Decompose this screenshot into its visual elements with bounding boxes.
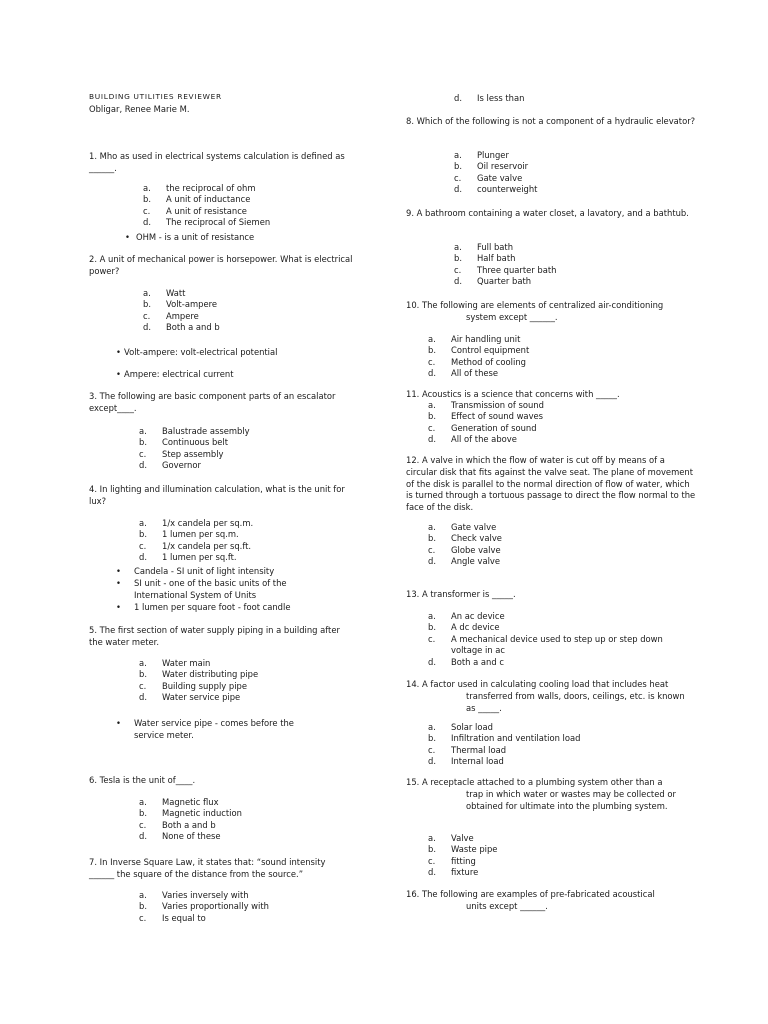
choice-item [139,460,349,471]
answer-note [116,578,326,602]
choice-item [139,669,349,680]
choice-list [428,400,668,445]
choice-text: Governor [162,459,201,470]
choice-text: Method of cooling [451,356,526,367]
choice-text: A mechanical device used to step up or step down voltage in ac [451,633,663,656]
choice-letter: d. [139,459,147,470]
choice-text: A dc device [451,622,500,633]
question-text [89,254,353,278]
question-text [89,625,353,649]
answer-note [116,369,346,381]
question-text [406,777,696,812]
choice-item [428,722,668,733]
choice-item [428,357,668,368]
choice-item [139,692,349,703]
choice-item [139,541,349,552]
question-line: 12. A valve in which the flow of water is cut off by means of a circular disk that fits against the valve seat. The plane of movement of the disk is parallel to the normal direction of flow of water, which is turned through a tortuous passage to direct the flow normal to the face of the disk. [406,455,696,513]
choice-letter: b. [139,901,147,912]
bullet-icon: • [116,602,121,612]
question-line: 10. The following are elements of centralized air-conditioning [406,300,664,310]
choice-item [428,622,668,633]
question-text [406,300,696,324]
choice-list [454,150,694,195]
choice-item [428,423,668,434]
choice-letter: c. [428,744,436,755]
question-line: 8. Which of the following is not a component of a hydraulic elevator? [406,116,696,126]
choice-text: Water distributing pipe [162,669,259,680]
choice-item [428,400,668,411]
choice-item [428,657,668,668]
choice-item [428,634,668,658]
note-text: Water service pipe - comes before the service meter. [134,718,294,740]
choice-text: All of these [451,367,499,378]
choice-text: Both a and b [166,321,220,332]
note-text: Ampere: electrical current [124,369,234,379]
choice-letter: c. [454,264,462,275]
choice-letter: d. [428,367,436,378]
choice-text: Continuous belt [162,437,229,448]
choice-text: the reciprocal of ohm [166,183,256,193]
choice-letter: b. [428,533,436,544]
question-text [89,391,353,415]
choice-item [143,322,353,333]
choice-list [139,658,349,703]
choice-item [139,831,349,842]
question-line: 14. A factor used in calculating cooling load that includes heat [406,679,669,689]
choice-text: Half bath [477,253,516,264]
choice-item [428,733,668,744]
question-text [89,151,353,175]
choice-letter: d. [139,830,147,841]
choice-text: Both a and c [451,657,504,668]
choice-letter: d. [454,183,462,194]
choice-letter: a. [428,833,436,843]
answer-note [116,602,346,614]
question-continuation: system except ______. [466,311,558,322]
choice-list [143,183,353,228]
question-line: 3. The following are basic component parts of an escalator except____. [89,391,336,413]
choice-text: None of these [162,830,221,841]
question-text [406,389,696,401]
choice-text: Gate valve [451,522,497,532]
choice-text: fitting [451,855,476,866]
choice-letter: b. [428,622,436,633]
choice-text: Ampere [166,310,199,321]
choice-letter: c. [139,540,147,551]
choice-letter: d. [428,555,436,566]
choice-list [139,426,349,471]
choice-letter: d. [428,433,436,444]
choice-item [428,334,668,345]
choice-item [428,833,668,844]
choice-item [454,242,694,253]
choice-letter: b. [428,411,436,422]
choice-item [454,173,694,184]
choice-letter: b. [139,437,147,448]
choice-item [428,611,668,622]
choice-text: Oil reservoir [477,161,529,172]
choice-letter: c. [143,205,151,216]
answer-note [116,718,326,742]
question-line: 1. Mho as used in electrical systems calculation is defined as ______. [89,151,345,173]
note-text: 1 lumen per square foot - foot candle [134,602,291,612]
choice-item [428,522,668,533]
choice-letter: b. [139,808,147,819]
choice-letter: c. [139,912,147,923]
choice-letter: d. [143,216,151,227]
choice-list [428,334,668,379]
choice-text: Solar load [451,722,493,732]
choice-letter: b. [143,194,151,205]
question-text [406,116,696,128]
bullet-icon: • [116,369,121,379]
question-line: 15. A receptacle attached to a plumbing system other than a [406,777,663,787]
choice-text: Check valve [451,533,502,544]
choice-letter: a. [139,426,147,436]
choice-text: Magnetic flux [162,797,219,807]
choice-list [139,797,349,842]
choice-item [454,253,694,264]
choice-letter: b. [143,299,151,310]
choice-text: Watt [166,288,186,298]
choice-text: Is equal to [162,912,206,923]
question-text [89,484,353,508]
choice-letter: c. [139,448,147,459]
choice-list [139,518,349,563]
choice-item [428,533,668,544]
choice-list [139,890,349,924]
choice-item [428,368,668,379]
choice-text: Water main [162,658,211,668]
choice-letter: a. [139,658,147,668]
bullet-icon: • [116,566,121,576]
question-text [406,889,696,913]
choice-letter: c. [428,544,436,555]
choice-item [143,299,353,310]
choice-text: Balustrade assembly [162,426,250,436]
choice-text: Generation of sound [451,422,537,433]
note-text: SI unit - one of the basic units of the International System of Units [134,578,287,600]
question-text [406,679,696,714]
choice-text: Waste pipe [451,844,498,855]
choice-item [454,161,694,172]
choice-text: A unit of resistance [166,205,247,216]
choice-letter: a. [139,518,147,528]
choice-item [143,217,353,228]
choice-letter: d. [139,551,147,562]
choice-letter: c. [428,356,436,367]
choice-item [454,150,694,161]
question-text [406,455,696,514]
choice-letter: c. [139,819,147,830]
choice-letter: d. [428,866,436,877]
choice-text: Angle valve [451,555,501,566]
question-text [89,857,353,881]
choice-item [428,745,668,756]
choice-item [428,756,668,767]
bullet-icon: • [125,232,130,242]
choice-item [139,449,349,460]
choice-item [139,426,349,437]
choice-text: Transmission of sound [451,400,544,410]
choice-text: Both a and b [162,819,216,830]
question-line: 16. The following are examples of pre-fabricated acoustical [406,889,655,899]
choice-letter: a. [428,400,436,410]
choice-list [428,722,668,767]
choice-item [139,808,349,819]
choice-text: Volt-ampere [166,299,218,310]
choice-item [454,276,694,287]
choice-letter: a. [139,797,147,807]
choice-letter: c. [454,172,462,183]
choice-text: Control equipment [451,345,530,356]
question-line: 6. Tesla is the unit of____. [89,775,196,785]
choice-letter: a. [143,183,151,193]
choice-letter: d. [428,755,436,766]
question-line: 11. Acoustics is a science that concerns with _____. [406,389,620,399]
choice-item [428,345,668,356]
choice-item [139,658,349,669]
choice-letter: b. [428,733,436,744]
answer-note [125,232,355,244]
question-line: 7. In Inverse Square Law, it states that: “sound intensity ______ the square of the distance from the source.” [89,857,326,879]
choice-list [454,93,694,104]
choice-text: Internal load [451,755,504,766]
choice-item [139,552,349,563]
choice-letter: a. [454,242,462,252]
choice-list [143,288,353,333]
choice-letter: a. [428,611,436,621]
choice-item [139,681,349,692]
bullet-icon: • [116,347,121,357]
choice-text: Quarter bath [477,275,532,286]
choice-item [454,93,694,104]
choice-letter: b. [139,669,147,680]
choice-text: Step assembly [162,448,224,459]
choice-item [428,434,668,445]
choice-letter: a. [139,890,147,900]
choice-letter: a. [454,150,462,160]
choice-item [139,901,349,912]
document-author: Obligar, Renee Marie M. [89,104,190,114]
note-text: Volt-ampere: volt-electrical potential [124,347,278,357]
choice-list [428,833,668,878]
choice-item [428,867,668,878]
question-line: 2. A unit of mechanical power is horsepower. What is electrical power? [89,254,353,276]
choice-letter: a. [428,522,436,532]
choice-letter: c. [143,310,151,321]
choice-letter: d. [143,321,151,332]
choice-text: 1/x candela per sq.m. [162,518,254,528]
question-continuation: transferred from walls, doors, ceilings, etc. is known as _____. [466,690,685,713]
question-line: 9. A bathroom containing a water closet, a lavatory, and a bathtub. [406,208,689,218]
choice-letter: c. [139,680,147,691]
choice-letter: b. [428,844,436,855]
choice-item [143,206,353,217]
choice-item [139,518,349,529]
answer-note [116,347,346,359]
choice-text: The reciprocal of Siemen [166,216,271,227]
choice-letter: d. [454,93,462,103]
choice-list [428,611,668,668]
choice-text: Full bath [477,242,514,252]
choice-text: Plunger [477,150,509,160]
choice-letter: d. [428,657,436,668]
choice-item [139,797,349,808]
bullet-icon: • [116,718,121,728]
question-continuation: units except ______. [466,900,548,911]
choice-item [428,856,668,867]
choice-text: Water service pipe [162,691,241,702]
choice-letter: b. [139,529,147,540]
question-line: 4. In lighting and illumination calculation, what is the unit for lux? [89,484,345,506]
choice-text: 1 lumen per sq.m. [162,529,239,540]
choice-text: 1 lumen per sq.ft. [162,551,237,562]
note-text: Candela - SI unit of light intensity [134,566,275,576]
choice-letter: d. [139,691,147,702]
choice-letter: b. [428,345,436,356]
question-text [406,208,696,220]
choice-item [428,844,668,855]
choice-item [454,265,694,276]
choice-list [454,242,694,287]
choice-letter: c. [428,633,436,644]
choice-item [139,437,349,448]
choice-text: Gate valve [477,172,523,183]
choice-item [428,556,668,567]
question-line: 5. The first section of water supply piping in a building after the water meter. [89,625,340,647]
bullet-icon: • [116,578,121,588]
choice-letter: d. [454,275,462,286]
choice-text: A unit of inductance [166,194,251,205]
choice-letter: b. [454,161,462,172]
choice-text: Valve [451,833,474,843]
choice-item [428,545,668,556]
choice-item [428,411,668,422]
answer-note [116,566,346,578]
note-text: OHM - is a unit of resistance [136,232,255,242]
choice-text: Building supply pipe [162,680,247,691]
choice-letter: a. [428,722,436,732]
choice-text: Effect of sound waves [451,411,544,422]
choice-item [139,890,349,901]
choice-text: Globe valve [451,544,501,555]
choice-text: counterweight [477,183,538,194]
question-line: 13. A transformer is _____. [406,589,516,599]
choice-item [143,311,353,322]
choice-text: An ac device [451,611,505,621]
choice-text: Varies proportionally with [162,901,269,912]
choice-text: Varies inversely with [162,890,249,900]
choice-letter: c. [428,422,436,433]
choice-text: Thermal load [451,744,507,755]
choice-text: Magnetic induction [162,808,242,819]
choice-text: 1/x candela per sq.ft. [162,540,252,551]
choice-letter: c. [428,855,436,866]
choice-text: fixture [451,866,479,877]
choice-item [139,820,349,831]
choice-item [139,913,349,924]
choice-text: Infiltration and ventilation load [451,733,581,744]
choice-item [139,529,349,540]
choice-text: Three quarter bath [477,264,557,275]
question-continuation: trap in which water or wastes may be collected or obtained for ultimate into the plumbing system. [466,788,676,811]
choice-text: Air handling unit [451,334,521,344]
question-text [89,775,353,787]
choice-item [454,184,694,195]
choice-text: All of the above [451,433,517,444]
choice-letter: b. [454,253,462,264]
document-title: BUILDING UTILITIES REVIEWER [89,92,222,101]
question-text [406,589,696,601]
choice-letter: a. [428,334,436,344]
choice-text: Is less than [477,93,525,103]
choice-item [143,288,353,299]
choice-item [143,194,353,205]
choice-list [428,522,668,567]
choice-letter: a. [143,288,151,298]
choice-item [143,183,353,194]
